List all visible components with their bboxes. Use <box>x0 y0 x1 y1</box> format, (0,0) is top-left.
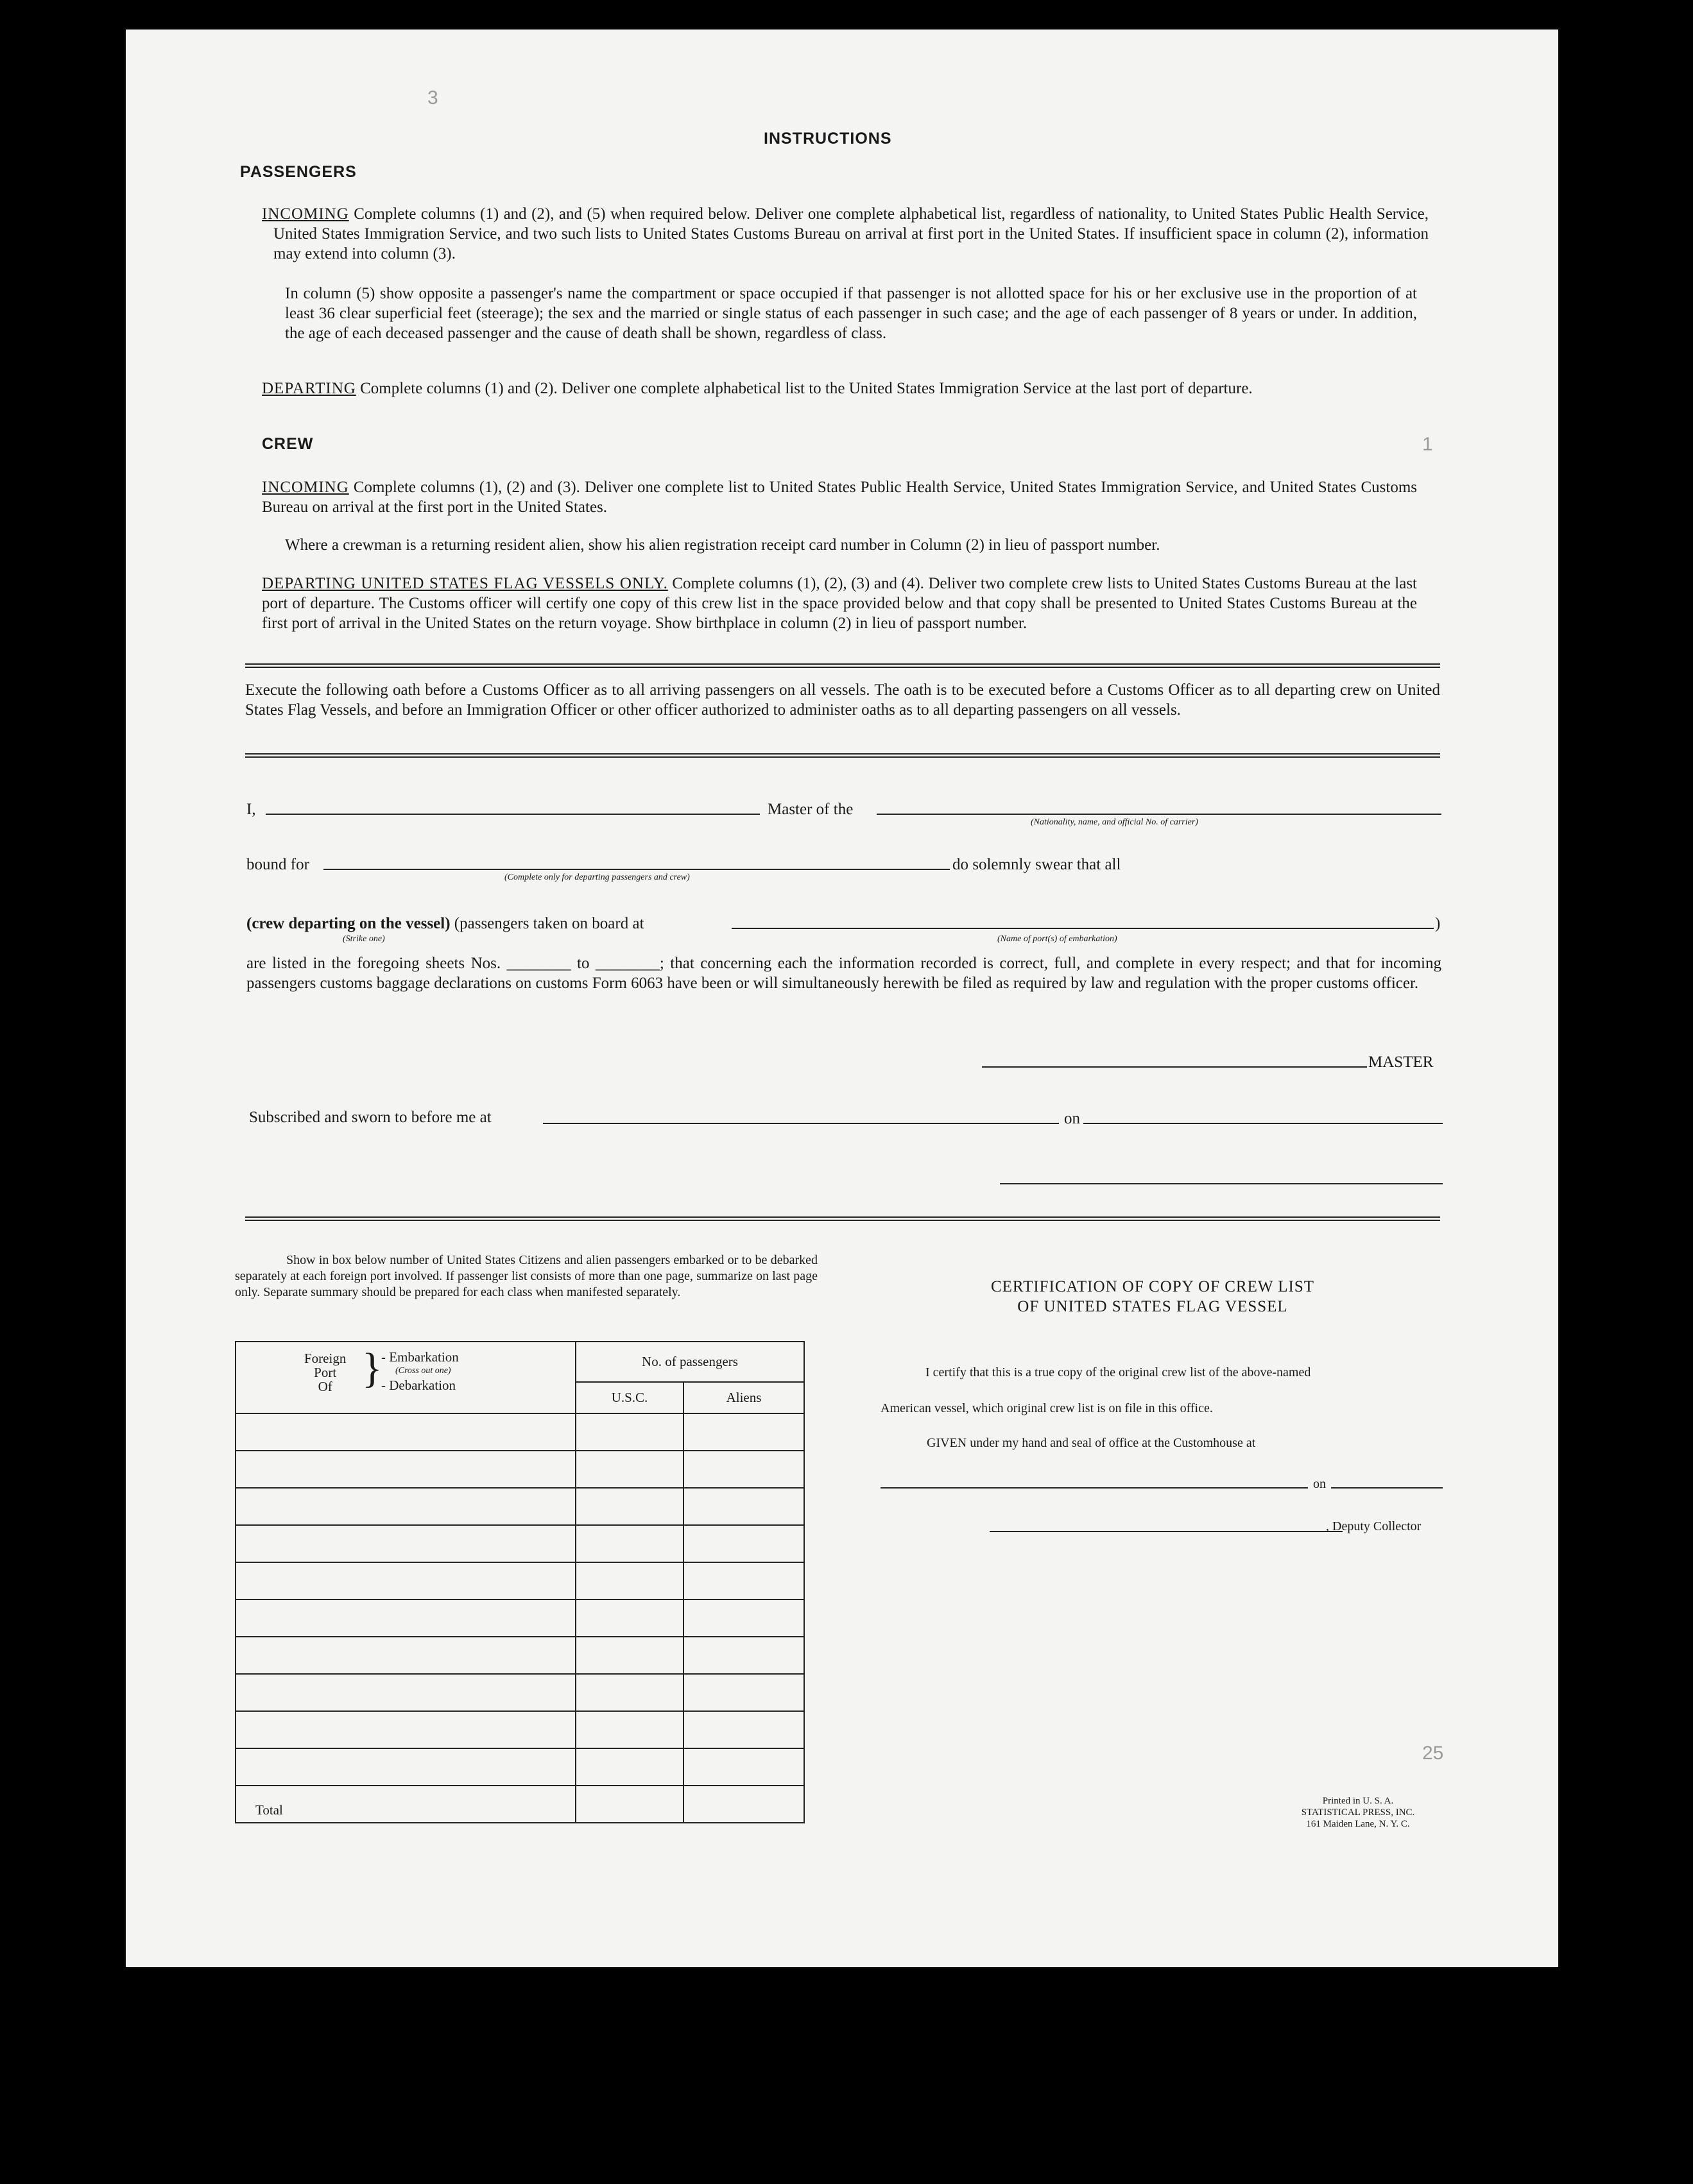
swear-text: do solemnly swear that all <box>952 856 1121 873</box>
port-header-cell <box>236 1342 576 1413</box>
passenger-summary-table <box>235 1341 805 1823</box>
aliens-cell[interactable] <box>683 1562 804 1600</box>
section-divider <box>245 753 1440 758</box>
certification-date-line[interactable] <box>1331 1487 1443 1489</box>
aliens-cell[interactable] <box>683 1451 804 1488</box>
port-cell[interactable] <box>236 1748 576 1786</box>
bound-for-label: bound for <box>246 856 309 873</box>
printer-imprint: Printed in U. S. A. STATISTICAL PRESS, INC. 161 Maiden Lane, N. Y. C. <box>1301 1796 1415 1829</box>
crew-departing-paragraph <box>262 574 1417 633</box>
brace-glyph: } <box>362 1345 382 1392</box>
usc-header: U.S.C. <box>576 1382 683 1413</box>
passengers-incoming-text: Complete columns (1) and (2), and (5) when required below. Deliver one complete alphabetical list, regardless of nationality, to United States Public Health Service, United States Immigration Service, and two such lists to United States Customs Bureau on arrival at first port in the United States. If insufficient space in column (2), information may extend into column (3). <box>273 205 1429 262</box>
listed-paragraph: are listed in the foregoing sheets Nos. ________ to ________; that concerning each the information recorded is correct, full, and complete in every respect; and that for incoming passengers customs baggage declarations on customs Form 6063 have been or will simultaneously herewith be filed as required by law and regulation with the proper customs officer. <box>246 955 1441 992</box>
usc-cell[interactable] <box>576 1562 683 1600</box>
port-cell[interactable] <box>236 1413 576 1451</box>
certify-text-line2: American vessel, which original crew list is on file in this office. <box>881 1401 1213 1415</box>
aliens-cell[interactable] <box>683 1674 804 1711</box>
port-cell[interactable] <box>236 1711 576 1748</box>
aliens-cell[interactable] <box>683 1413 804 1451</box>
bleed-through-mark: 1 <box>1422 434 1433 455</box>
certification-on-label: on <box>1313 1477 1326 1491</box>
aliens-cell[interactable] <box>683 1748 804 1786</box>
aliens-total-cell[interactable] <box>683 1786 804 1823</box>
aliens-cell[interactable] <box>683 1711 804 1748</box>
crew-incoming-paragraph <box>262 477 1417 517</box>
aliens-cell[interactable] <box>683 1600 804 1637</box>
bound-for-caption: (Complete only for departing passengers and crew) <box>504 873 690 882</box>
foreign-port-label: Foreign Port Of <box>304 1351 347 1394</box>
crew-departing-label: DEPARTING UNITED STATES FLAG VESSELS ONLY. <box>262 575 668 592</box>
crew-resident-paragraph: Where a crewman is a returning resident alien, show his alien registration receipt card number in Column (2) in lieu of passport number. <box>285 536 1160 554</box>
officer-signature-line[interactable] <box>1000 1183 1443 1184</box>
master-signature-line[interactable] <box>982 1066 1367 1068</box>
bleed-through-mark: 25 <box>1422 1743 1444 1764</box>
master-name-line[interactable] <box>266 814 760 815</box>
deputy-signature-line[interactable] <box>990 1531 1343 1532</box>
no-passengers-header: No. of passengers <box>576 1342 804 1382</box>
aliens-cell[interactable] <box>683 1637 804 1674</box>
port-cell[interactable] <box>236 1674 576 1711</box>
close-paren: ) <box>1435 915 1441 932</box>
usc-cell[interactable] <box>576 1748 683 1786</box>
passengers-incoming-paragraph <box>262 204 1429 264</box>
sworn-place-line[interactable] <box>543 1123 1059 1124</box>
certification-title: CERTIFICATION OF COPY OF CREW LIST OF UNITED STATES FLAG VESSEL <box>990 1278 1315 1315</box>
crew-departing-text: Complete columns (1), (2), (3) and (4). Deliver two complete crew lists to United States Customs Bureau at the last port of departure. The Customs officer will certify one copy of this crew list in the space provided below and that copy shall be presented to United States Customs Bureau at the first port of arrival in the United States on the return voyage. Show birthplace in column (2) in lieu of passport number. <box>262 575 1417 632</box>
strike-caption: (Strike one) <box>343 934 385 944</box>
passengers-departing-paragraph <box>262 379 1417 398</box>
page-title: INSTRUCTIONS <box>764 130 892 148</box>
sworn-on-label: on <box>1064 1110 1080 1127</box>
port-caption: (Name of port(s) of embarkation) <box>997 934 1117 944</box>
aliens-cell[interactable] <box>683 1525 804 1562</box>
section-divider <box>245 1216 1440 1221</box>
carrier-line[interactable] <box>877 814 1441 815</box>
oath-i-label: I, <box>246 801 256 818</box>
port-cell[interactable] <box>236 1488 576 1525</box>
embarkation-port-line[interactable] <box>732 928 1434 929</box>
subscribed-label: Subscribed and sworn to before me at <box>249 1109 492 1126</box>
embarkation-options: - Embarkation (Cross out one) - Debarkation <box>381 1349 459 1393</box>
crew-heading: CREW <box>262 435 314 453</box>
customhouse-line[interactable] <box>881 1487 1308 1489</box>
passengers-column5-paragraph: In column (5) show opposite a passenger's name the compartment or space occupied if that passenger is not allotted space for his or her exclusive use in the proportion of at least 36 clear superficial feet (steerage); the sex and the married or single status of each passenger in such case; and the age of each passenger of 8 years or under. In addition, the age of each deceased passenger and the cause of death shall be shown, regardless of class. <box>285 285 1417 342</box>
usc-cell[interactable] <box>576 1674 683 1711</box>
usc-cell[interactable] <box>576 1637 683 1674</box>
usc-cell[interactable] <box>576 1451 683 1488</box>
crew-departing-option[interactable]: (crew departing on the vessel) <box>246 915 451 932</box>
bound-for-line[interactable] <box>323 869 950 870</box>
crew-incoming-label: INCOMING <box>262 479 349 496</box>
passengers-incoming-label: INCOMING <box>262 205 349 223</box>
usc-total-cell[interactable] <box>576 1786 683 1823</box>
total-label: Total <box>236 1786 576 1823</box>
sworn-date-line[interactable] <box>1083 1123 1443 1124</box>
certify-text-line1: I certify that this is a true copy of the original crew list of the above-named <box>925 1365 1311 1379</box>
carrier-caption: (Nationality, name, and official No. of carrier) <box>1031 817 1198 827</box>
aliens-header: Aliens <box>683 1382 804 1413</box>
passengers-departing-text: Complete columns (1) and (2). Deliver one complete alphabetical list to the United States Immigration Service at the last port of departure. <box>360 380 1253 397</box>
usc-cell[interactable] <box>576 1600 683 1637</box>
summary-instructions: Show in box below number of United States Citizens and alien passengers embarked or to be debarked separately at each foreign port involved. If passenger list consists of more than one page, summarize on last page only. Separate summary should be prepared for each class when manifested separately. <box>235 1253 818 1299</box>
section-divider <box>245 663 1440 668</box>
port-cell[interactable] <box>236 1637 576 1674</box>
master-label: MASTER <box>1368 1054 1434 1071</box>
bleed-through-mark: 3 <box>427 87 438 108</box>
passengers-departing-label: DEPARTING <box>262 380 356 397</box>
given-text: GIVEN under my hand and seal of office at the Customhouse at <box>927 1436 1256 1450</box>
usc-cell[interactable] <box>576 1413 683 1451</box>
port-cell[interactable] <box>236 1451 576 1488</box>
port-cell[interactable] <box>236 1525 576 1562</box>
debarkation-option[interactable]: - Debarkation <box>381 1378 456 1393</box>
port-cell[interactable] <box>236 1562 576 1600</box>
aliens-cell[interactable] <box>683 1488 804 1525</box>
crew-incoming-text: Complete columns (1), (2) and (3). Deliver one complete list to United States Public Health Service, United States Immigration Service, and United States Customs Bureau on arrival at the first port in the United States. <box>262 479 1417 516</box>
oath-intro: Execute the following oath before a Customs Officer as to all arriving passengers on all vessels. The oath is to be executed before a Customs Officer as to all departing crew on United States Flag Vessels, and before an Immigration Officer or other officer authorized to administer oaths as to all departing passengers on all vessels. <box>245 681 1440 719</box>
document-page <box>126 30 1558 1967</box>
master-of-label: Master of the <box>768 801 854 818</box>
strike-options <box>246 914 644 934</box>
deputy-collector-label: , Deputy Collector <box>1326 1519 1422 1533</box>
passengers-heading: PASSENGERS <box>240 163 357 181</box>
embarkation-option[interactable]: - Embarkation <box>381 1349 459 1365</box>
usc-cell[interactable] <box>576 1711 683 1748</box>
passengers-taken-option[interactable]: (passengers taken on board at <box>454 915 644 932</box>
usc-cell[interactable] <box>576 1488 683 1525</box>
usc-cell[interactable] <box>576 1525 683 1562</box>
port-cell[interactable] <box>236 1600 576 1637</box>
